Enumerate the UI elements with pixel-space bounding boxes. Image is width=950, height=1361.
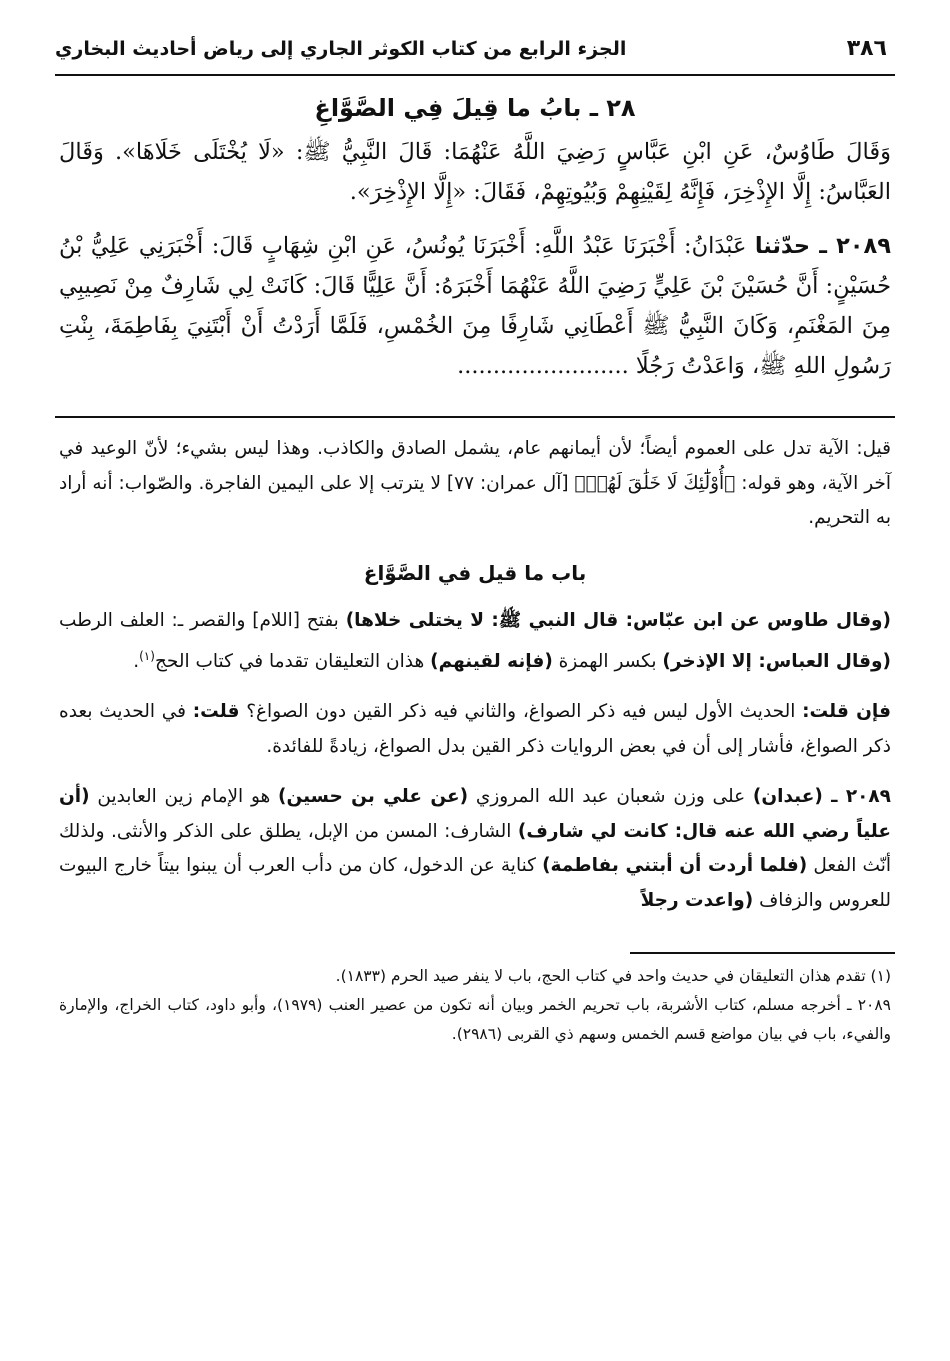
commentary-text: هو الإمام زين العابدين (89, 786, 279, 808)
section-title: باب ما قيل في الصَّوَّاغ (363, 560, 587, 585)
commentary-text: هذان التعليقان تقدما في كتاب الحج (154, 650, 431, 672)
commentary-text: في الحديث بعده ذكر الصواغ، فأشار إلى أن في بعض الروايات ذكر القين بدل الصواغ، زيادةً للفائدة. (59, 701, 891, 757)
quoted-phrase: (فلما أردت أن أبتني بفاطمة) (542, 855, 808, 877)
commentary-text: كناية عن الدخول، كان من دأب العرب أن يبنوا بيتاً خارج البيوت للعروس والزفاف (59, 855, 891, 911)
commentary-paragraph (59, 780, 891, 918)
quoted-phrase: فإن قلت: (802, 701, 891, 723)
commentary-text: . (133, 650, 140, 672)
hadith-intro: وَقَالَ طَاوُسٌ، عَنِ ابْنِ عَبَّاسٍ رَضِيَ اللَّهُ عَنْهُمَا: قَالَ النَّبِيُّ ﷺ: «لَا يُخْتَلَى خَلَاهَا». وَقَالَ العَبَّاسُ: إِلَّا الإِذْخِرَ، فَإِنَّهُ لِقَيْنِهِمْ وَبُيُوتِهِمْ، فَقَالَ: «إِلَّا الإِذْخِرَ». (59, 139, 891, 205)
quoted-phrase: (عن علي بن حسين) (278, 786, 469, 808)
quoted-phrase: (وقال العباس: إلا الإذخر) (662, 650, 891, 672)
commentary (59, 432, 891, 918)
chapter-title: ٢٨ ـ بابُ ما قِيلَ فِي الصَّوَّاغِ (314, 94, 636, 122)
commentary-text: الشارف: المسن من الإبل، يطلق على الذكر والأنثى. ولذلك أنّث الفعل (59, 820, 891, 877)
quoted-phrase: قلت: (192, 701, 240, 723)
quoted-phrase: (أن علياً رضي الله عنه قال: كانت لي شارف) (59, 786, 891, 842)
hadith-body: عَبْدَانُ: أَخْبَرَنَا عَبْدُ اللَّهِ: أَخْبَرَنَا يُونُسُ، عَنِ ابْنِ شِهَابٍ قَالَ: أَخْبَرَنِي عَلِيُّ بْنُ حُسَيْنٍ: أَنَّ حُسَيْنَ بْنَ عَلِيٍّ رَضِيَ اللَّهُ عَنْهُمَا أَخْبَرَهُ: أَنَّ عَلِيًّا قَالَ: كَانَتْ لِي شَارِفٌ مِنْ نَصِيبِي مِنَ المَغْنَمِ، وَكَانَ النَّبِيُّ ﷺ أَعْطَانِي شَارِفًا مِنَ الخُمْسِ، فَلَمَّا أَرَدْتُ أَنْ أَبْتَنِيَ بِفَاطِمَةَ، بِنْتِ رَسُولِ اللهِ ﷺ، وَاعَدْتُ رَجُلًا (59, 233, 891, 379)
page-number: ٣٨٦ (846, 36, 887, 61)
footnote-rule (630, 952, 895, 954)
commentary-text: بكسر الهمزة (552, 650, 663, 672)
hadith-number: ٢٠٨٩ ـ حدّثنا (754, 233, 891, 259)
footnote-reference[interactable]: (١) (139, 648, 155, 663)
quoted-phrase: ٢٠٨٩ ـ (عبدان) (752, 786, 891, 808)
quoted-phrase: (وقال طاوس عن ابن عبّاس: قال النبي ﷺ: لا يختلى خلاها) (345, 610, 892, 631)
commentary-text: على وزن شعبان عبد الله المروزي (468, 786, 753, 808)
quran-quote: ﴿أُوْلَٰٓئِكَ لَا خَلَٰقَ لَهُمۡ﴾ (574, 472, 736, 494)
commentary-paragraph (59, 604, 891, 679)
footnote-2089: ٢٠٨٩ ـ أخرجه مسلم، كتاب الأشربة، باب تحريم الخمر وبيان أنه تكون من عصير العنب (١٩٧٩)، وأبو داود، كتاب الخراج، والإمارة والفيء، باب في بيان مواضع قسم الخمس وسهم ذي القربى (٢٩٨٦). (59, 996, 892, 1044)
commentary-text: قيل: الآية تدل على العموم أيضاً؛ لأن أيمانهم عام، يشمل الصادق والكاذب. وهذا ليس بشيء؛ لأنّ الوعيد في آخر الآية، وهو قوله: (59, 438, 891, 494)
page-header (55, 28, 895, 76)
footnotes (59, 962, 891, 1049)
hadith-text (59, 132, 891, 386)
commentary-paragraph (59, 432, 891, 536)
book-page (55, 28, 895, 1338)
quoted-phrase: (فإنه لقينهم) (430, 650, 553, 672)
quoted-phrase: (واعدت رجلاً (640, 889, 754, 911)
commentary-paragraph (59, 695, 891, 764)
commentary-text: [آل عمران: ٧٧] لا يترتب إلا على اليمين الفاجرة. والصّواب: أنه أراد به التحريم. (59, 472, 891, 528)
commentary-text: الحديث الأول ليس فيه ذكر الصواغ، والثاني فيه ذكر القين دون الصواغ؟ (239, 701, 803, 723)
footnote-1: (١) تقدم هذان التعليقان في حديث واحد في كتاب الحج، باب لا ينفر صيد الحرم (١٨٣٣). (335, 967, 891, 986)
running-title: الجزء الرابع من كتاب الكوثر الجاري إلى رياض أحاديث البخاري (55, 38, 627, 60)
text-commentary-separator (55, 416, 895, 418)
hadith-continuation-dots: ........................ (457, 353, 629, 379)
commentary-text: بفتح [اللام] والقصر ـ: العلف الرطب (59, 610, 346, 631)
hadith-2089 (59, 226, 891, 386)
